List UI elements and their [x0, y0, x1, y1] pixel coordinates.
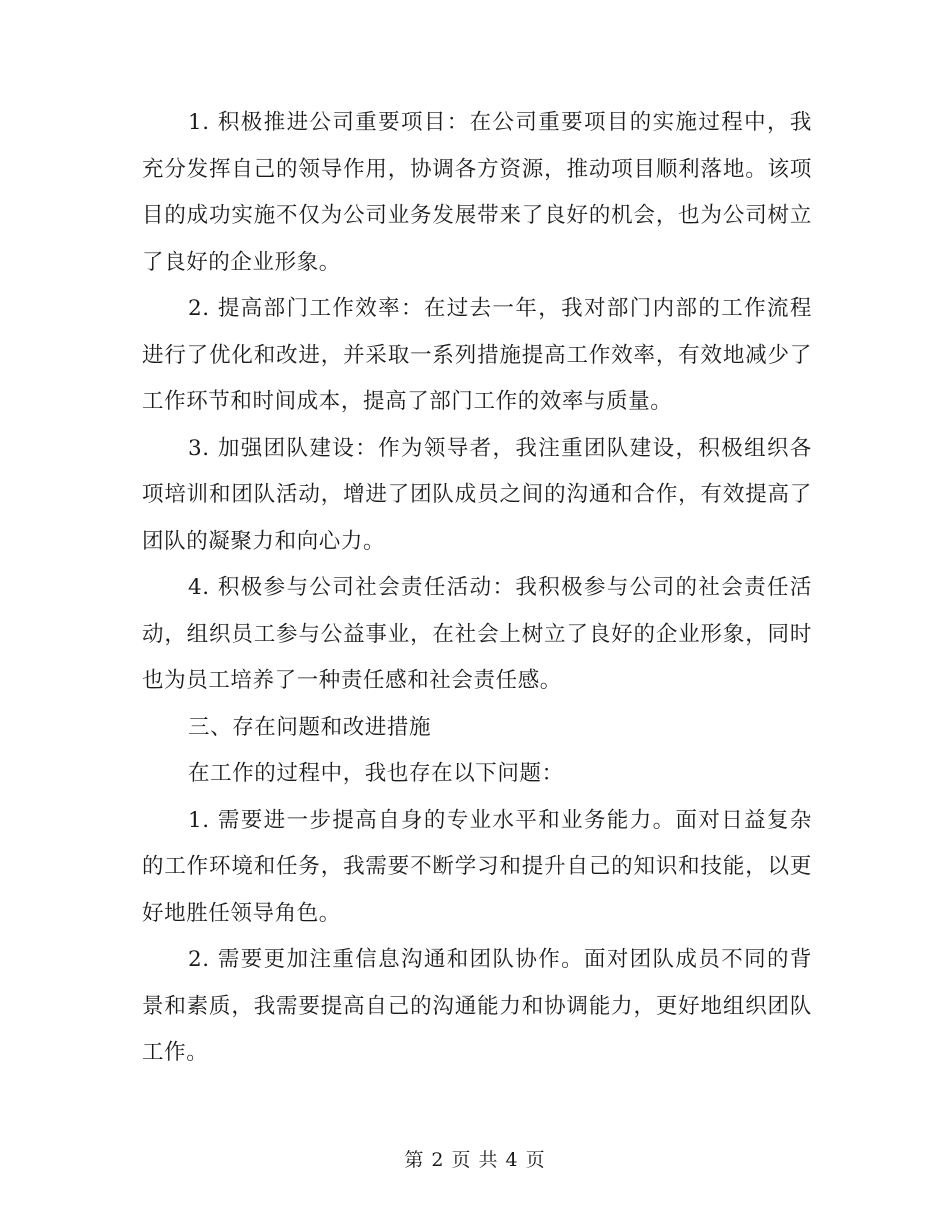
paragraph-achievement-4: 4. 积极参与公司社会责任活动：我积极参与公司的社会责任活动，组织员工参与公益事业，在社会上树立了良好的企业形象，同时也为员工培养了一种责任感和社会责任感。 [142, 575, 812, 693]
page-footer [0, 1148, 950, 1172]
paragraph-achievement-1: 1. 积极推进公司重要项目：在公司重要项目的实施过程中，我充分发挥自己的领导作用，协调各方资源，推动项目顺利落地。该项目的成功实施不仅为公司业务发展带来了良好的机会，也为公司树立了良好的企业形象。 [142, 110, 812, 275]
paragraph-problem-2: 2. 需要更加注重信息沟通和团队协作。面对团队成员不同的背景和素质，我需要提高自己的沟通能力和协调能力，更好地组织团队工作。 [142, 947, 812, 1065]
paragraph-problems-intro: 在工作的过程中，我也存在以下问题： [188, 761, 564, 786]
document-body [142, 100, 812, 1077]
paragraph-achievement-3: 3. 加强团队建设：作为领导者，我注重团队建设，积极组织各项培训和团队活动，增进了团队成员之间的沟通和合作，有效提高了团队的凝聚力和向心力。 [142, 435, 812, 554]
section-heading-problems: 三、存在问题和改进措施 [188, 714, 432, 740]
paragraph-problem-1: 1. 需要进一步提高自身的专业水平和业务能力。面对日益复杂的工作环境和任务，我需要不断学习和提升自己的知识和技能，以更好地胜任领导角色。 [142, 807, 812, 926]
page-number-label: 第 2 页 共 4 页 [404, 1149, 546, 1171]
paragraph-achievement-2: 2. 提高部门工作效率：在过去一年，我对部门内部的工作流程进行了优化和改进，并采取一系列措施提高工作效率，有效地减少了工作环节和时间成本，提高了部门工作的效率与质量。 [142, 296, 812, 414]
